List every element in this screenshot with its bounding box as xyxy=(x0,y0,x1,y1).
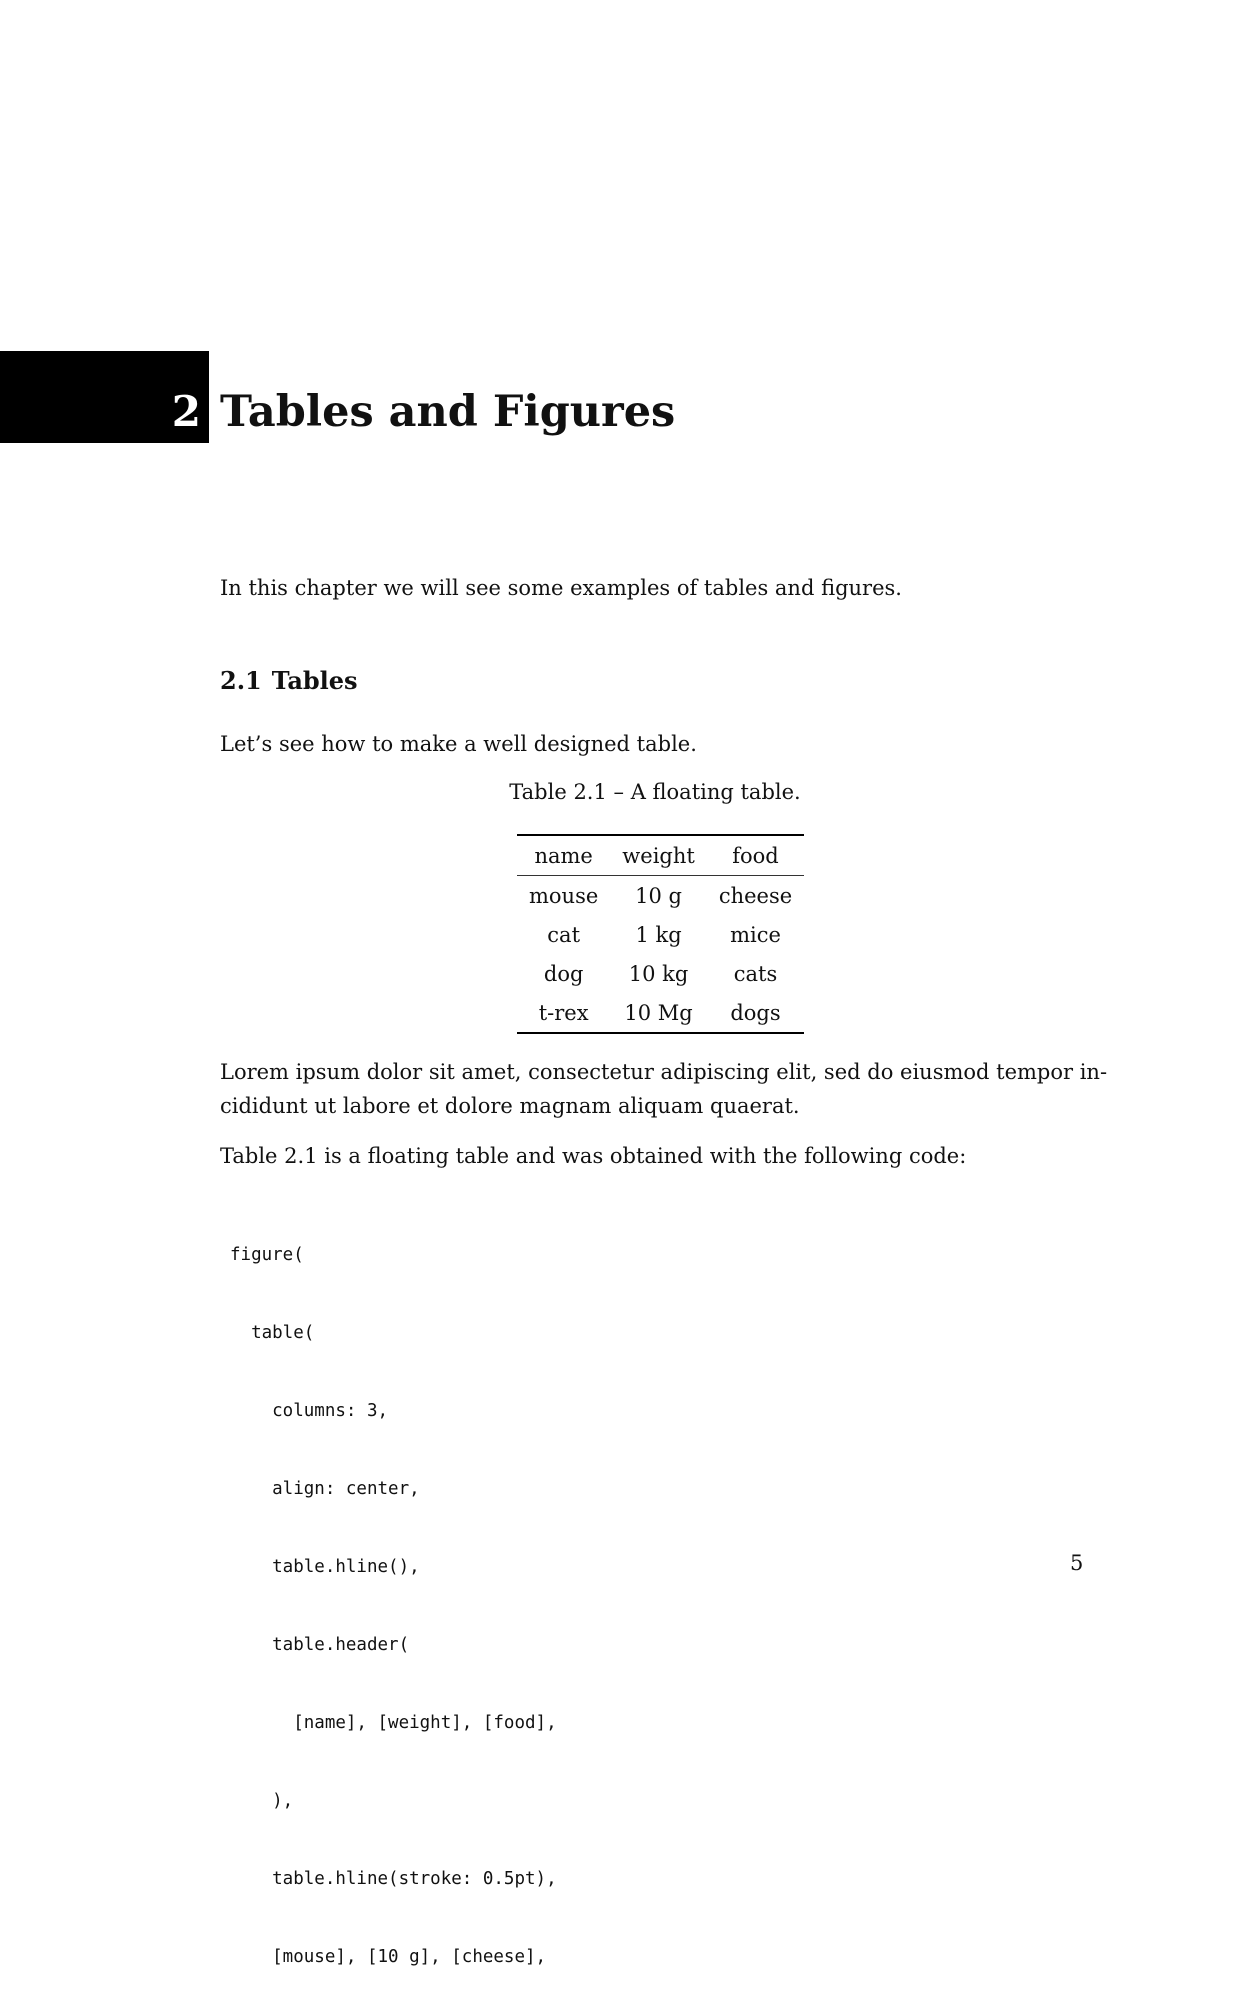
table-row xyxy=(517,993,804,1033)
code-line: align: center, xyxy=(230,1479,420,1499)
table-header-cell: name xyxy=(534,843,593,868)
table-header-cell: food xyxy=(732,843,779,868)
page-number: 5 xyxy=(1070,1551,1084,1575)
section-number: 2.1 xyxy=(220,666,262,695)
table-row xyxy=(517,876,804,916)
table-header-row xyxy=(517,835,804,876)
section-heading xyxy=(220,664,358,698)
table-cell: cheese xyxy=(718,883,793,908)
code-line: [name], [weight], [food], xyxy=(230,1713,557,1733)
code-line: ), xyxy=(230,1791,294,1811)
code-line: table.hline(stroke: 0.5pt), xyxy=(230,1869,557,1889)
code-line: figure( xyxy=(230,1245,304,1265)
table-cell: cats xyxy=(733,961,778,986)
lorem-line-1: Lorem ipsum dolor sit amet, consectetur adipiscing elit, sed do eiusmod tempor in- xyxy=(220,1060,1108,1084)
table-cell: dogs xyxy=(730,1000,781,1025)
table-caption: Table 2.1 – A floating table. xyxy=(509,780,801,804)
chapter-title: Tables and Figures xyxy=(220,387,676,437)
chapter-number: 2 xyxy=(171,387,201,436)
table-cell: mice xyxy=(730,922,781,947)
table-cell: 10 g xyxy=(635,883,682,908)
code-intro-paragraph: Table 2.1 is a floating table and was obtained with the following code: xyxy=(220,1144,967,1168)
table-row xyxy=(517,954,804,993)
data-table xyxy=(517,834,804,1034)
code-line: table.hline(), xyxy=(230,1557,420,1577)
intro-paragraph: In this chapter we will see some examples of tables and figures. xyxy=(220,576,902,600)
table-cell: 10 kg xyxy=(628,961,689,986)
table-row xyxy=(517,915,804,954)
table-cell: 10 Mg xyxy=(624,1000,693,1025)
table-cell: mouse xyxy=(529,883,599,908)
code-block xyxy=(230,1190,557,1996)
code-line: columns: 3, xyxy=(230,1401,389,1421)
section-intro-paragraph: Let’s see how to make a well designed table. xyxy=(220,732,697,756)
table-cell: t-rex xyxy=(538,1000,589,1025)
code-line: [mouse], [10 g], [cheese], xyxy=(230,1947,547,1967)
table-cell: dog xyxy=(543,961,584,986)
lorem-line-2: cididunt ut labore et dolore magnam aliquam quaerat. xyxy=(220,1094,800,1118)
table-cell: 1 kg xyxy=(635,922,682,947)
chapter-number-bar xyxy=(0,351,209,443)
table-cell: cat xyxy=(547,922,581,947)
code-line: table.header( xyxy=(230,1635,410,1655)
table-header-cell: weight xyxy=(622,843,695,868)
section-title: Tables xyxy=(271,666,358,695)
code-line: table( xyxy=(230,1323,315,1343)
